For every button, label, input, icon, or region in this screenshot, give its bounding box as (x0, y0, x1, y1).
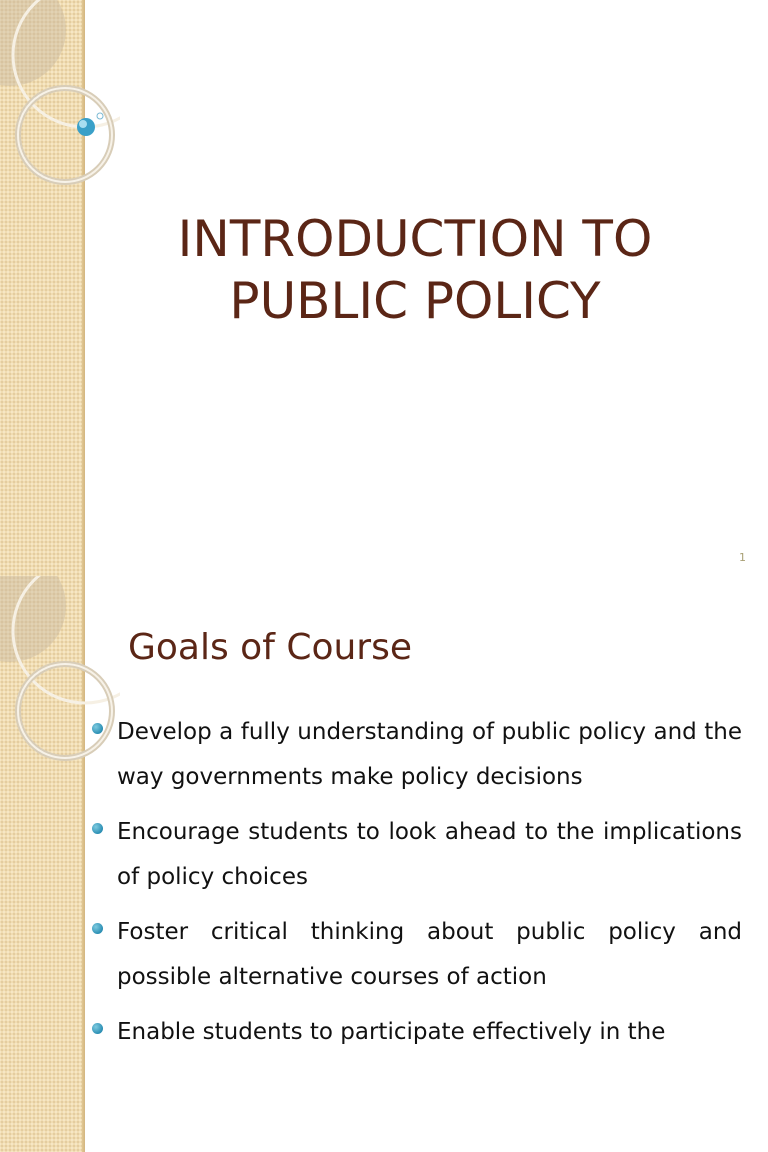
sphere-bullet-icon (92, 1023, 103, 1034)
bullet-text: Foster critical thinking about public policy and possible alternative courses of action (117, 919, 742, 990)
bullet-text: Enable students to participate effectively in the (117, 1019, 666, 1045)
sphere-bullet-icon (92, 923, 103, 934)
bullet-item (90, 810, 742, 900)
sphere-bullet-icon (92, 823, 103, 834)
circle-decoration-icon (0, 0, 120, 200)
bullet-text: Encourage students to look ahead to the implications of policy choices (117, 819, 742, 890)
bullet-list (90, 710, 742, 1065)
bullet-item (90, 1010, 742, 1055)
bullet-item (90, 710, 742, 800)
bullet-item (90, 910, 742, 1000)
slide-title: INTRODUCTION TO PUBLIC POLICY (177, 210, 653, 330)
bullet-text: Develop a fully understanding of public policy and the way governments make policy decisions (117, 719, 742, 790)
section-title: Goals of Course (128, 627, 413, 668)
slide-2 (0, 576, 768, 1152)
page-number: 1 (739, 551, 746, 564)
sphere-bullet-icon (92, 723, 103, 734)
